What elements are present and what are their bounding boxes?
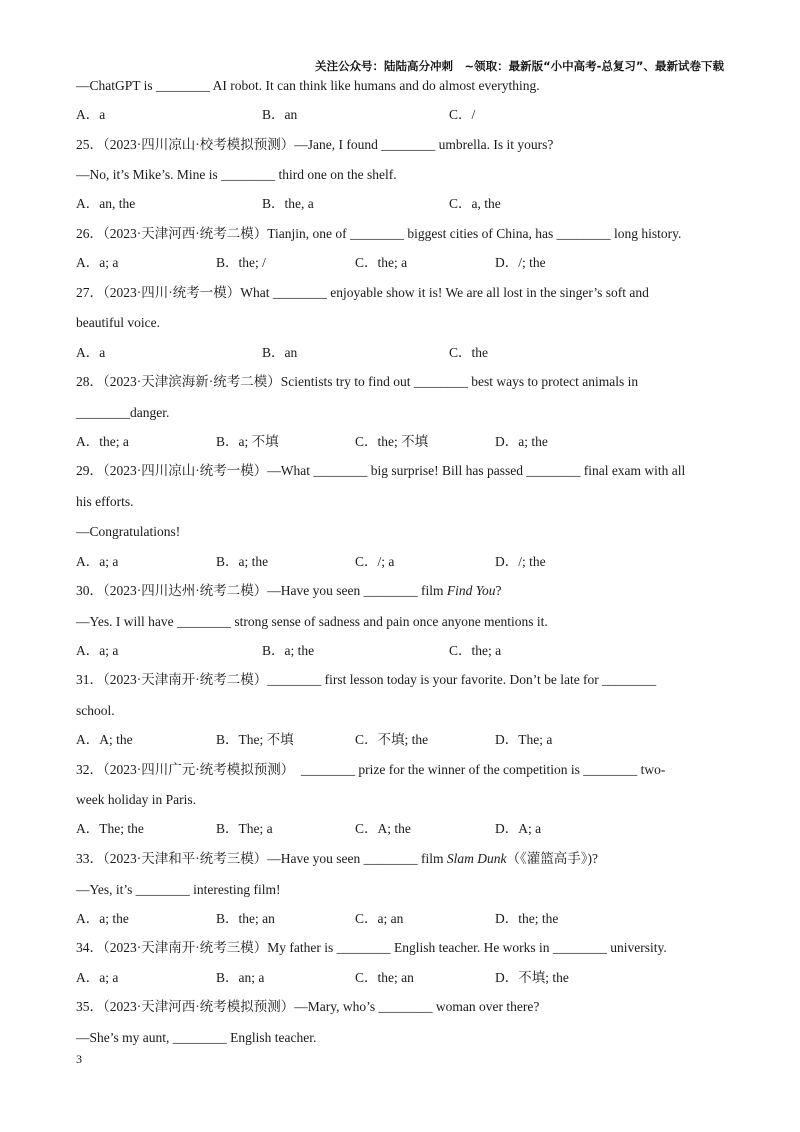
question-text: week holiday in Paris. [76,792,196,808]
answer-option: B．an [262,344,298,360]
question-text-part: ? [495,583,502,599]
answer-option: C．A; the [355,821,411,837]
answer-options [76,819,736,839]
answer-option: D．/; the [495,255,546,271]
question-text: —She’s my aunt, ________ English teacher. [76,1029,317,1045]
answer-options [76,909,736,929]
answer-option: B．The; 不填 [216,732,294,748]
answer-option: C．/; a [355,553,395,569]
answer-option: A．a; a [76,553,119,569]
answer-option: D．the; the [495,910,559,926]
question-text: —Yes. I will have ________ strong sense of sadness and pain once anyone mentions it. [76,613,548,629]
answer-option: C．a; an [355,910,404,926]
answer-option: D．不填; the [495,969,569,985]
question-stem: 31．（2023·天津南开·统考二模）________ first lesson today is your favorite. Don’t be late for ________ [76,672,657,688]
answer-option: C．the; 不填 [355,433,429,449]
question-text: beautiful voice. [76,315,160,331]
question-stem [76,581,736,601]
question-stem: 25．（2023·四川凉山·校考模拟预测）—Jane, I found ________ umbrella. Is it yours? [76,136,554,152]
answer-option: B．an; a [216,969,265,985]
answer-option: A．a; the [76,910,129,926]
answer-option: D．a; the [495,433,548,449]
answer-option: B．a; 不填 [216,433,279,449]
question-text: —Yes, it’s ________ interesting film! [76,881,281,897]
answer-options [76,968,736,988]
answer-option: C．the; a [355,255,408,271]
answer-option: A．the; a [76,433,129,449]
question-stem: 34．（2023·天津南开·统考三模）My father is ________ English teacher. He works in ________ university. [76,940,667,956]
answer-option: D．/; the [495,553,546,569]
answer-options [76,253,736,273]
answer-option: A．A; the [76,732,133,748]
film-title: Find You [446,583,496,599]
answer-option: A．a; a [76,969,119,985]
answer-options [76,730,736,750]
answer-option: A．a [76,107,106,123]
question-text-part: 30．（2023·四川达州·统考二模）—Have you seen ________ film [76,583,447,599]
answer-option: C．the; an [355,969,414,985]
question-text-part: （《灌篮高手》)? [506,851,598,867]
answer-option: C．不填; the [355,732,429,748]
question-text: —Congratulations! [76,524,181,540]
answer-options [76,552,736,572]
question-text: school. [76,702,115,718]
answer-options [76,432,736,452]
question-stem: 27．（2023·四川·统考一模）What ________ enjoyable show it is! We are all lost in the singer’s soft and [76,284,649,300]
question-text: ________danger. [76,404,170,420]
answer-option: B．a; the [216,553,269,569]
answer-option: D．A; a [495,821,542,837]
answer-option: C．/ [449,107,476,123]
question-text: —No, it’s Mike’s. Mine is ________ third one on the shelf. [76,167,397,183]
film-title: Slam Dunk [446,851,507,867]
answer-option: A．an, the [76,196,136,212]
answer-option: B．a; the [262,642,315,658]
answer-options [76,194,736,214]
question-text: —ChatGPT is ________ AI robot. It can think like humans and do almost everything. [76,78,540,93]
answer-options [76,641,736,661]
answer-option: A．a; a [76,255,119,271]
question-stem: 26．（2023·天津河西·统考二模）Tianjin, one of ________ biggest cities of China, has ________ long history. [76,226,682,242]
answer-option: D．The; a [495,732,553,748]
answer-option: B．the; an [216,910,275,926]
answer-option: A．The; the [76,821,144,837]
question-stem: 32．（2023·四川广元·统考模拟预测） ________ prize for the winner of the competition is ________ two- [76,761,666,777]
answer-option: B．an [262,107,298,123]
question-stem [76,849,736,869]
answer-option: A．a [76,344,106,360]
answer-options [76,343,736,363]
answer-option: A．a; a [76,642,119,658]
answer-option: B．the; / [216,255,266,271]
answer-option: C．the [449,344,488,360]
page-header: 关注公众号：陆陆高分冲刺 ~领取：最新版“小中高考-总复习”、最新试卷下载 [314,59,724,73]
question-text-part: 33．（2023·天津和平·统考三模）—Have you seen ________ film [76,851,447,867]
answer-option: C．the; a [449,642,502,658]
answer-option: B．the, a [262,196,314,212]
answer-option: C．a, the [449,196,501,212]
question-stem: 35．（2023·天津河西·统考模拟预测）—Mary, who’s ________ woman over there? [76,999,540,1015]
question-stem: 28．（2023·天津滨海新·统考二模）Scientists try to find out ________ best ways to protect animals in [76,374,639,390]
question-text: his efforts. [76,493,134,509]
answer-options [76,105,736,125]
page-number: 3 [76,1052,82,1066]
question-stem: 29．（2023·四川凉山·统考一模）—What ________ big surprise! Bill has passed ________ final exam with all [76,463,686,479]
question-list [76,76,736,1048]
answer-option: B．The; a [216,821,273,837]
